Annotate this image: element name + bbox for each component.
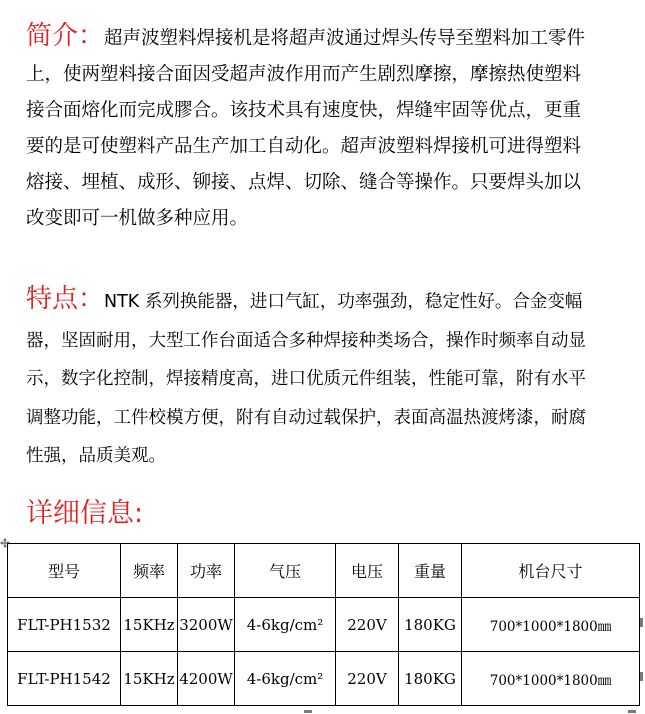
header-power: 功率 (178, 544, 235, 598)
cell-frequency: 15KHz (121, 652, 178, 706)
header-pressure: 气压 (235, 544, 336, 598)
cell-power: 4200W (178, 652, 235, 706)
cell-dimensions: 700*1000*1800㎜ (462, 652, 640, 706)
table-resize-handle[interactable] (640, 618, 643, 627)
cell-dimensions: 700*1000*1800㎜ (462, 598, 640, 652)
intro-section (26, 18, 586, 237)
cell-power: 3200W (178, 598, 235, 652)
header-weight: 重量 (399, 544, 462, 598)
cell-voltage: 220V (336, 652, 399, 706)
cell-model: FLT-PH1532 (8, 598, 121, 652)
header-dimensions: 机台尺寸 (462, 544, 640, 598)
cell-model: FLT-PH1542 (8, 652, 121, 706)
cell-weight: 180KG (399, 652, 462, 706)
table-resize-handle[interactable] (628, 710, 636, 713)
cell-weight: 180KG (399, 598, 462, 652)
cell-frequency: 15KHz (121, 598, 178, 652)
table-header-row (8, 544, 640, 598)
intro-heading: 简介： (26, 21, 105, 51)
cell-pressure: 4-6kg/cm² (235, 598, 336, 652)
spec-table[interactable] (7, 543, 640, 706)
header-model: 型号 (8, 544, 121, 598)
features-heading: 特点： (26, 284, 105, 314)
header-frequency: 频率 (121, 544, 178, 598)
table-row (8, 598, 640, 652)
table-resize-handle[interactable] (640, 672, 643, 681)
intro-text: 超声波塑料焊接机是将超声波通过焊头传导至塑料加工零件上，使两塑料接合面因受超声波作用而产生剧烈摩擦，摩擦热使塑料接合面熔化而完成膠合。该技术具有速度快，焊缝牢固等优点，更重要的是可使塑料产品生产加工自动化。超声波塑料焊接机可进得塑料熔接、埋植、成形、铆接、点焊、切除、缝合等操作。只要焊头加以改变即可一机做多种应用。 (26, 28, 586, 229)
cell-voltage: 220V (336, 598, 399, 652)
cell-pressure: 4-6kg/cm² (235, 652, 336, 706)
header-voltage: 电压 (336, 544, 399, 598)
features-text: NTK 系列换能器，进口气缸，功率强劲，稳定性好。合金变幅器，坚固耐用，大型工作台面适合多种焊接种类场合，操作时频率自动显示，数字化控制，焊接精度高，进口优质元件组装，性能可靠，附有水平调整功能，工件校模方便，附有自动过载保护，表面高温热渡烤漆，耐腐性强，品质美观。 (26, 292, 586, 466)
details-heading: 详细信息: (26, 498, 144, 529)
features-section (26, 280, 586, 476)
table-row (8, 652, 640, 706)
table-resize-handle[interactable] (304, 710, 312, 713)
